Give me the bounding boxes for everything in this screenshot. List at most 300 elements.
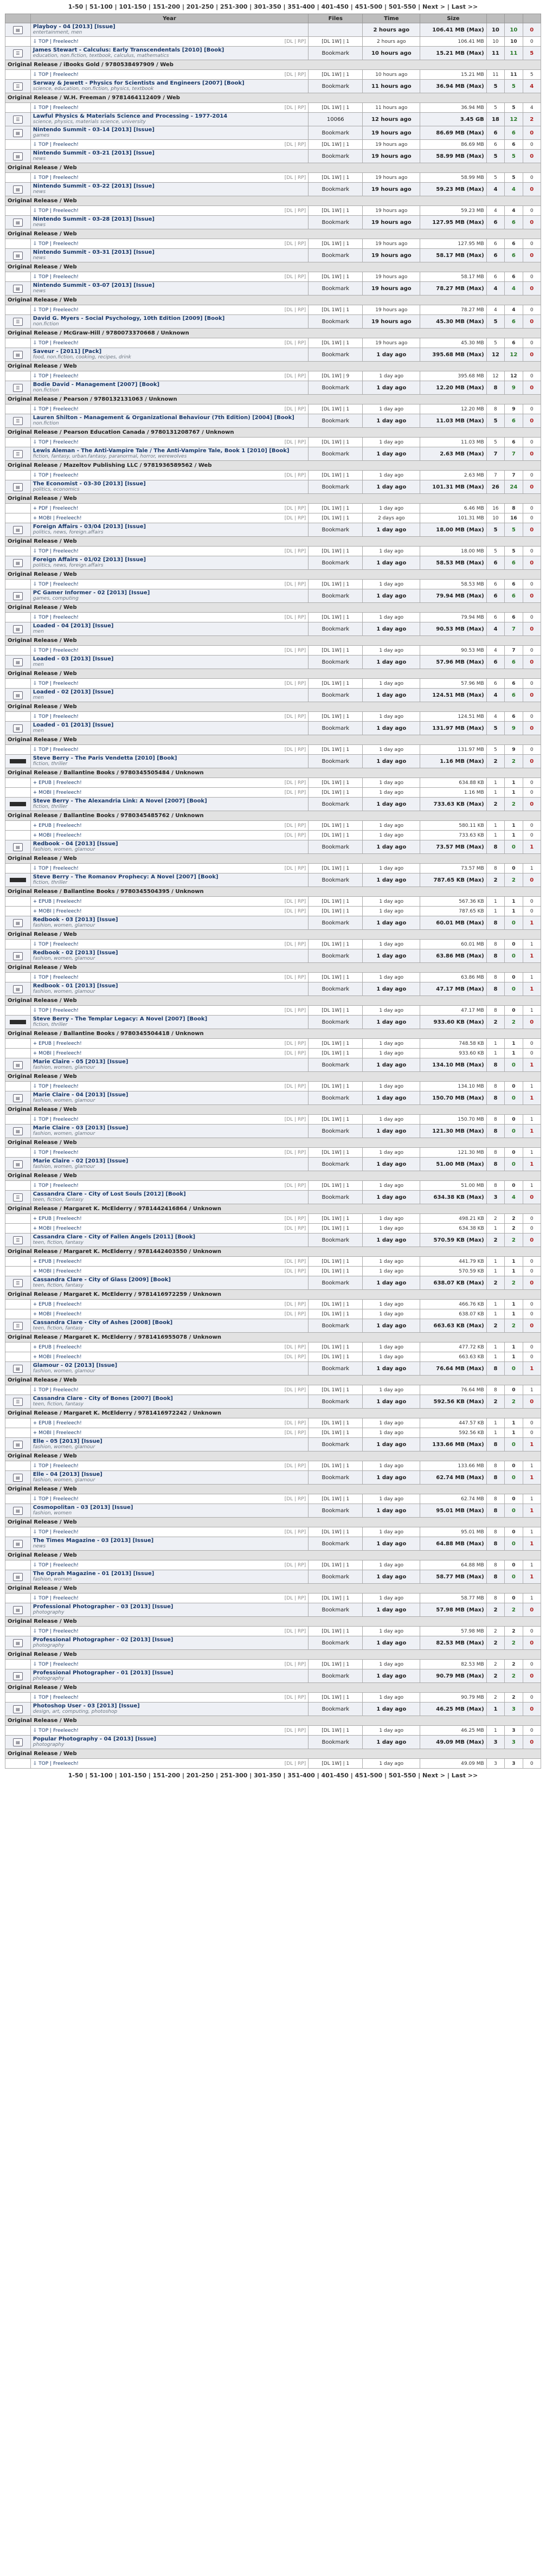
torrent-title-link[interactable]: Popular Photography - 04 [2013] [Issue] <box>33 1736 157 1742</box>
bookmark-link[interactable]: Bookmark <box>309 589 363 603</box>
release-label[interactable]: Original Release / Web <box>5 537 541 547</box>
report-link[interactable]: [DL | RP] <box>284 142 306 147</box>
bookmark-link[interactable]: Bookmark <box>309 1570 363 1584</box>
file-link[interactable] <box>30 37 308 47</box>
report-link[interactable]: [DL | RP] <box>284 1216 306 1222</box>
download-link[interactable]: ⇩ TOP | Freeleech! <box>33 1149 79 1155</box>
torrent-tags[interactable]: fashion, women, glamour <box>33 1164 95 1170</box>
report-link[interactable]: [DL | RP] <box>284 832 306 838</box>
file-link[interactable] <box>30 272 308 282</box>
torrent-tags[interactable]: fiction, thriller <box>33 804 68 810</box>
file-link[interactable] <box>30 940 308 949</box>
torrent-tags[interactable]: men <box>33 629 44 634</box>
torrent-title-link[interactable]: Playboy - 04 [2013] [Issue] <box>33 24 115 30</box>
report-link[interactable]: [DL | RP] <box>284 714 306 720</box>
report-link[interactable]: [DL | RP] <box>284 780 306 786</box>
bookmark-link[interactable]: Bookmark <box>309 1158 363 1171</box>
bookmark-link[interactable]: Bookmark <box>309 216 363 229</box>
download-link[interactable]: ⇩ TOP | Freeleech! <box>33 241 79 247</box>
file-link[interactable] <box>30 1352 308 1362</box>
release-label[interactable]: Original Release / Web <box>5 1617 541 1627</box>
report-link[interactable]: [DL | RP] <box>284 1463 306 1469</box>
report-link[interactable]: [DL | RP] <box>284 175 306 181</box>
report-link[interactable]: [DL | RP] <box>284 406 306 412</box>
torrent-tags[interactable]: fiction, fantasy, urban.fantasy, paranormal, horror, werewolves <box>33 454 187 459</box>
report-link[interactable]: [DL | RP] <box>284 1562 306 1568</box>
download-link[interactable]: + EPUB | Freeleech! <box>33 1040 82 1046</box>
bookmark-link[interactable]: Bookmark <box>309 1395 363 1409</box>
report-link[interactable]: [DL | RP] <box>284 307 306 313</box>
bookmark-link[interactable]: Bookmark <box>309 1234 363 1247</box>
torrent-tags[interactable]: fiction, thriller <box>33 1022 68 1027</box>
file-link[interactable] <box>30 613 308 622</box>
download-link[interactable]: ⇩ TOP | Freeleech! <box>33 406 79 412</box>
file-link[interactable] <box>30 1006 308 1016</box>
file-link[interactable] <box>30 1082 308 1091</box>
download-link[interactable]: ⇩ TOP | Freeleech! <box>33 175 79 181</box>
report-link[interactable]: [DL | RP] <box>284 505 306 511</box>
torrent-title-link[interactable]: Saveur - [2011] [Pack] <box>33 349 102 355</box>
file-link[interactable] <box>30 897 308 907</box>
download-link[interactable]: + EPUB | Freeleech! <box>33 1216 82 1222</box>
release-label[interactable]: Original Release / Web <box>5 930 541 940</box>
download-link[interactable]: + MOBI | Freeleech! <box>33 1268 82 1274</box>
bookmark-link[interactable]: Bookmark <box>309 1319 363 1333</box>
bookmark-link[interactable] <box>309 23 363 37</box>
file-link[interactable] <box>30 973 308 982</box>
torrent-title-link[interactable]: Foreign Affairs - 03/04 [2013] [Issue] <box>33 524 146 530</box>
bookmark-link[interactable]: Bookmark <box>309 1016 363 1029</box>
bookmark-link[interactable]: Bookmark <box>309 1537 363 1551</box>
report-link[interactable]: [DL | RP] <box>284 1225 306 1231</box>
torrent-tags[interactable]: fashion, women, glamour <box>33 923 95 928</box>
bookmark-link[interactable]: Bookmark <box>309 656 363 669</box>
download-link[interactable]: + EPUB | Freeleech! <box>33 898 82 904</box>
download-link[interactable]: ⇩ TOP | Freeleech! <box>33 340 79 346</box>
report-link[interactable]: [DL | RP] <box>284 1430 306 1436</box>
file-link[interactable] <box>30 404 308 414</box>
download-link[interactable]: + MOBI | Freeleech! <box>33 1225 82 1231</box>
bookmark-link[interactable]: Bookmark <box>309 840 363 854</box>
col-leechers[interactable] <box>523 14 541 23</box>
release-label[interactable]: Original Release / Web <box>5 1105 541 1115</box>
file-link[interactable] <box>30 788 308 798</box>
release-label[interactable]: Original Release / Web <box>5 1716 541 1726</box>
file-link[interactable] <box>30 821 308 831</box>
report-link[interactable]: [DL | RP] <box>284 865 306 871</box>
torrent-tags[interactable]: fashion, women, glamour <box>33 1131 95 1136</box>
col-files[interactable]: Files <box>309 14 363 23</box>
bookmark-link[interactable]: Bookmark <box>309 1276 363 1290</box>
download-link[interactable]: + MOBI | Freeleech! <box>33 1050 82 1056</box>
release-label[interactable]: Original Release / Mazeltov Publishing LLC / 9781936589562 / Web <box>5 461 541 471</box>
bookmark-link[interactable]: Bookmark <box>309 1636 363 1650</box>
torrent-tags[interactable]: fashion, women <box>33 1577 72 1582</box>
torrent-tags[interactable]: men <box>33 695 44 701</box>
torrent-title-link[interactable]: Nintendo Summit - 03-31 [2013] [Issue] <box>33 249 155 255</box>
report-link[interactable]: [DL | RP] <box>284 1761 306 1766</box>
release-label[interactable]: Original Release / W.H. Freeman / 9781464112409 / Web <box>5 93 541 103</box>
col-seeders[interactable] <box>505 14 523 23</box>
download-link[interactable]: + PDF | Freeleech! <box>33 505 79 511</box>
download-link[interactable]: ⇩ TOP | Freeleech! <box>33 974 79 980</box>
torrent-title-link[interactable]: Professional Photographer - 02 [2013] [Issue] <box>33 1637 174 1643</box>
report-link[interactable]: [DL | RP] <box>284 1661 306 1667</box>
torrent-tags[interactable]: news <box>33 189 46 195</box>
bookmark-link[interactable]: Bookmark <box>309 556 363 570</box>
file-link[interactable] <box>30 547 308 556</box>
torrent-tags[interactable]: politics, news, foreign.affairs <box>33 563 104 568</box>
file-link[interactable] <box>30 371 308 381</box>
download-link[interactable]: ⇩ TOP | Freeleech! <box>33 472 79 478</box>
report-link[interactable]: [DL | RP] <box>284 1595 306 1601</box>
release-label[interactable]: Original Release / Ballantine Books / 9780345504395 / Unknown <box>5 887 541 897</box>
release-label[interactable]: Original Release / Web <box>5 1376 541 1385</box>
torrent-title-link[interactable]: Bodie David - Management [2007] [Book] <box>33 382 160 388</box>
bookmark-link[interactable]: Bookmark <box>309 249 363 262</box>
torrent-title-link[interactable]: PC Gamer Informer - 02 [2013] [Issue] <box>33 590 150 596</box>
download-link[interactable]: ⇩ TOP | Freeleech! <box>33 647 79 653</box>
file-link[interactable] <box>30 70 308 80</box>
torrent-tags[interactable]: fiction, thriller <box>33 880 68 885</box>
torrent-tags[interactable]: photography <box>33 1742 65 1748</box>
torrent-title-link[interactable]: Loaded - 04 [2013] [Issue] <box>33 623 114 629</box>
report-link[interactable]: [DL | RP] <box>284 1311 306 1317</box>
report-link[interactable]: [DL | RP] <box>284 1040 306 1046</box>
bookmark-link[interactable]: Bookmark <box>309 982 363 996</box>
torrent-title-link[interactable]: Nintendo Summit - 03-21 [2013] [Issue] <box>33 150 155 156</box>
torrent-title-link[interactable]: The Oprah Magazine - 01 [2013] [Issue] <box>33 1571 155 1577</box>
file-link[interactable] <box>30 438 308 447</box>
torrent-title-link[interactable]: Photoshop User - 03 [2013] [Issue] <box>33 1703 140 1709</box>
release-label[interactable]: Original Release / Web <box>5 494 541 504</box>
torrent-tags[interactable]: fashion, women, glamour <box>33 1065 95 1070</box>
file-link[interactable] <box>30 1693 308 1703</box>
release-label[interactable]: Original Release / Web <box>5 362 541 371</box>
torrent-title-link[interactable]: Redbook - 03 [2013] [Issue] <box>33 917 118 923</box>
torrent-tags[interactable]: non.fiction <box>33 421 59 426</box>
torrent-tags[interactable]: education, non.fiction, textbook, calculus, mathematics <box>33 53 169 59</box>
bookmark-link[interactable]: Bookmark <box>309 1058 363 1072</box>
bookmark-link[interactable]: Bookmark <box>309 315 363 329</box>
download-link[interactable]: ⇩ TOP | Freeleech! <box>33 1761 79 1766</box>
file-link[interactable] <box>30 173 308 183</box>
bookmark-link[interactable]: Bookmark <box>309 1191 363 1204</box>
pagination-top[interactable]: 1-50 | 51-100 | 101-150 | 151-200 | 201-250 | 251-300 | 301-350 | 351-400 | 401-450 | 451-500 | 501-550 | Next > | Last >> <box>68 3 478 10</box>
file-link[interactable] <box>30 907 308 916</box>
torrent-tags[interactable]: science, physics, materials science, university <box>33 119 146 125</box>
release-label[interactable]: Original Release / Web <box>5 1518 541 1527</box>
release-label[interactable]: Original Release / iBooks Gold / 9780538497909 / Web <box>5 60 541 70</box>
download-link[interactable]: ⇩ TOP | Freeleech! <box>33 581 79 587</box>
torrent-tags[interactable]: non.fiction <box>33 322 59 327</box>
release-label[interactable]: Original Release / Web <box>5 1072 541 1082</box>
download-link[interactable]: ⇩ TOP | Freeleech! <box>33 1116 79 1122</box>
torrent-tags[interactable]: fashion, women, glamour <box>33 989 95 994</box>
torrent-title-link[interactable]: Marie Claire - 04 [2013] [Issue] <box>33 1092 129 1098</box>
report-link[interactable]: [DL | RP] <box>284 105 306 111</box>
torrent-title-link[interactable]: Nintendo Summit - 03-14 [2013] [Issue] <box>33 127 155 133</box>
download-link[interactable]: ⇩ TOP | Freeleech! <box>33 1694 79 1700</box>
bookmark-link[interactable]: Bookmark <box>309 1603 363 1617</box>
torrent-title-link[interactable]: Elle - 05 [2013] [Issue] <box>33 1438 102 1444</box>
report-link[interactable]: [DL | RP] <box>284 974 306 980</box>
torrent-tags[interactable]: politics, news, foreign.affairs <box>33 530 104 535</box>
torrent-tags[interactable]: design, art, computing, photoshop <box>33 1709 118 1714</box>
torrent-title-link[interactable]: Cassandra Clare - City of Ashes [2008] [Book] <box>33 1320 173 1326</box>
torrent-tags[interactable]: fashion, women, glamour <box>33 1369 95 1374</box>
torrent-title-link[interactable]: Foreign Affairs - 01/02 [2013] [Issue] <box>33 557 146 563</box>
download-link[interactable]: ⇩ TOP | Freeleech! <box>33 105 79 111</box>
download-link[interactable]: ⇩ TOP | Freeleech! <box>33 439 79 445</box>
col-size[interactable]: Size <box>420 14 487 23</box>
report-link[interactable]: [DL | RP] <box>284 515 306 521</box>
file-link[interactable] <box>30 338 308 348</box>
download-link[interactable]: ⇩ TOP | Freeleech! <box>33 1562 79 1568</box>
torrent-title-link[interactable]: Glamour - 02 [2013] [Issue] <box>33 1363 118 1369</box>
torrent-title-link[interactable]: Marie Claire - 03 [2013] [Issue] <box>33 1125 129 1131</box>
download-link[interactable]: ⇩ TOP | Freeleech! <box>33 1529 79 1535</box>
download-link[interactable]: ⇩ TOP | Freeleech! <box>33 614 79 620</box>
download-link[interactable]: ⇩ TOP | Freeleech! <box>33 1661 79 1667</box>
download-link[interactable]: + MOBI | Freeleech! <box>33 1311 82 1317</box>
report-link[interactable]: [DL | RP] <box>284 581 306 587</box>
file-link[interactable] <box>30 1660 308 1669</box>
report-link[interactable]: [DL | RP] <box>284 1694 306 1700</box>
file-link[interactable] <box>30 580 308 589</box>
torrent-tags[interactable]: news <box>33 255 46 261</box>
torrent-title-link[interactable]: Lauren Shilton - Management & Organizational Behaviour (7th Edition) [2004] [Book] <box>33 415 294 421</box>
torrent-tags[interactable]: fashion, women, glamour <box>33 847 95 852</box>
file-link[interactable] <box>30 1342 308 1352</box>
file-link[interactable] <box>30 1594 308 1603</box>
file-link[interactable] <box>30 1257 308 1267</box>
report-link[interactable]: [DL | RP] <box>284 941 306 947</box>
release-label[interactable]: Original Release / Pearson / 9780132131063 / Unknown <box>5 395 541 404</box>
pagination-bottom[interactable]: 1-50 | 51-100 | 101-150 | 151-200 | 201-250 | 251-300 | 301-350 | 351-400 | 401-450 | 451-500 | 501-550 | Next > | Last >> <box>68 1772 478 1779</box>
report-link[interactable]: [DL | RP] <box>284 908 306 914</box>
torrent-tags[interactable]: politics, economics <box>33 487 80 492</box>
report-link[interactable]: [DL | RP] <box>284 1083 306 1089</box>
torrent-tags[interactable]: news <box>33 288 46 294</box>
release-label[interactable]: Original Release / Web <box>5 1551 541 1560</box>
torrent-title-link[interactable]: Redbook - 01 [2013] [Issue] <box>33 983 118 989</box>
torrent-tags[interactable]: photography <box>33 1643 65 1648</box>
download-link[interactable]: ⇩ TOP | Freeleech! <box>33 307 79 313</box>
torrent-title-link[interactable]: Nintendo Summit - 03-22 [2013] [Issue] <box>33 183 155 189</box>
report-link[interactable]: [DL | RP] <box>284 614 306 620</box>
report-link[interactable]: [DL | RP] <box>284 1628 306 1634</box>
download-link[interactable]: ⇩ TOP | Freeleech! <box>33 1183 79 1189</box>
torrent-tags[interactable]: teen, fiction, fantasy <box>33 1197 83 1203</box>
bookmark-link[interactable]: Bookmark <box>309 1703 363 1716</box>
release-label[interactable]: Original Release / Web <box>5 1171 541 1181</box>
file-link[interactable] <box>30 1494 308 1504</box>
torrent-tags[interactable]: fashion, women, glamour <box>33 956 95 961</box>
release-label[interactable]: Original Release / Margaret K. McElderry / 9781442403550 / Unknown <box>5 1247 541 1257</box>
torrent-tags[interactable]: fashion, women, glamour <box>33 1477 95 1483</box>
report-link[interactable]: [DL | RP] <box>284 274 306 280</box>
release-label[interactable]: Original Release / Web <box>5 1584 541 1594</box>
bookmark-link[interactable]: Bookmark <box>309 150 363 163</box>
torrent-title-link[interactable]: Loaded - 02 [2013] [Issue] <box>33 689 114 695</box>
torrent-tags[interactable]: men <box>33 728 44 734</box>
report-link[interactable]: [DL | RP] <box>284 747 306 753</box>
download-link[interactable]: + EPUB | Freeleech! <box>33 1420 82 1426</box>
file-link[interactable] <box>30 140 308 150</box>
torrent-tags[interactable]: men <box>33 662 44 667</box>
bookmark-link[interactable]: Bookmark <box>309 1669 363 1683</box>
file-link[interactable] <box>30 1049 308 1058</box>
torrent-title-link[interactable]: James Stewart - Calculus: Early Transcendentals [2010] [Book] <box>33 47 224 53</box>
download-link[interactable]: ⇩ TOP | Freeleech! <box>33 1083 79 1089</box>
bookmark-link[interactable]: Bookmark <box>309 1736 363 1749</box>
release-label[interactable]: Original Release / Web <box>5 1451 541 1461</box>
download-link[interactable]: + EPUB | Freeleech! <box>33 1344 82 1350</box>
download-link[interactable]: + MOBI | Freeleech! <box>33 1430 82 1436</box>
file-link[interactable] <box>30 471 308 480</box>
release-label[interactable]: Original Release / Web <box>5 295 541 305</box>
bookmark-link[interactable]: Bookmark <box>309 80 363 93</box>
report-link[interactable]: [DL | RP] <box>284 340 306 346</box>
bookmark-link[interactable]: Bookmark <box>309 282 363 295</box>
download-link[interactable]: ⇩ TOP | Freeleech! <box>33 274 79 280</box>
release-label[interactable]: Original Release / Web <box>5 702 541 712</box>
report-link[interactable]: [DL | RP] <box>284 647 306 653</box>
release-label[interactable]: Original Release / Web <box>5 603 541 613</box>
release-label[interactable]: Original Release / Web <box>5 963 541 973</box>
report-link[interactable]: [DL | RP] <box>284 38 306 44</box>
torrent-tags[interactable]: fiction, thriller <box>33 761 68 767</box>
report-link[interactable]: [DL | RP] <box>284 1344 306 1350</box>
torrent-tags[interactable]: teen, fiction, fantasy <box>33 1283 83 1288</box>
report-link[interactable]: [DL | RP] <box>284 548 306 554</box>
release-label[interactable]: Original Release / McGraw-Hill / 9780073370668 / Unknown <box>5 329 541 338</box>
torrent-title-link[interactable]: Loaded - 01 [2013] [Issue] <box>33 722 114 728</box>
torrent-tags[interactable]: photography <box>33 1610 65 1615</box>
release-label[interactable]: Original Release / Web <box>5 996 541 1006</box>
bookmark-link[interactable]: Bookmark <box>309 1125 363 1138</box>
release-label[interactable]: Original Release / Web <box>5 196 541 206</box>
file-link[interactable] <box>30 712 308 722</box>
report-link[interactable]: [DL | RP] <box>284 1258 306 1264</box>
download-link[interactable]: ⇩ TOP | Freeleech! <box>33 208 79 214</box>
torrent-tags[interactable]: teen, fiction, fantasy <box>33 1326 83 1331</box>
bookmark-link[interactable]: Bookmark <box>309 1362 363 1376</box>
report-link[interactable]: [DL | RP] <box>284 1529 306 1535</box>
release-label[interactable]: Original Release / Pearson Education Canada / 9780131208767 / Unknown <box>5 428 541 438</box>
torrent-title-link[interactable]: Professional Photographer - 01 [2013] [Issue] <box>33 1670 174 1676</box>
download-link[interactable]: + MOBI | Freeleech! <box>33 1354 82 1360</box>
torrent-tags[interactable]: food, non.fiction, cooking, recipes, drink <box>33 355 131 360</box>
file-link[interactable] <box>30 831 308 840</box>
torrent-title-link[interactable]: Loaded - 03 [2013] [Issue] <box>33 656 114 662</box>
download-link[interactable]: ⇩ TOP | Freeleech! <box>33 1387 79 1393</box>
torrent-tags[interactable]: games, computing <box>33 596 79 601</box>
file-link[interactable] <box>30 1214 308 1224</box>
torrent-tags[interactable]: news <box>33 222 46 228</box>
report-link[interactable]: [DL | RP] <box>284 1183 306 1189</box>
release-label[interactable]: Original Release / Web <box>5 1485 541 1494</box>
torrent-title-link[interactable]: Steve Berry - The Templar Legacy: A Novel [2007] [Book] <box>33 1016 208 1022</box>
release-label[interactable]: Original Release / Web <box>5 1683 541 1693</box>
torrent-title-link[interactable]: Steve Berry - The Paris Vendetta [2010] [Book] <box>33 755 177 761</box>
download-link[interactable]: + EPUB | Freeleech! <box>33 823 82 828</box>
release-label[interactable]: Original Release / Web <box>5 570 541 580</box>
report-link[interactable]: [DL | RP] <box>284 680 306 686</box>
torrent-title-link[interactable]: Marie Claire - 05 [2013] [Issue] <box>33 1059 129 1065</box>
download-link[interactable]: ⇩ TOP | Freeleech! <box>33 142 79 147</box>
torrent-tags[interactable]: fashion, women <box>33 1511 72 1516</box>
file-link[interactable] <box>30 1148 308 1158</box>
report-link[interactable]: [DL | RP] <box>284 1050 306 1056</box>
bookmark-link[interactable]: Bookmark <box>309 47 363 60</box>
torrent-tags[interactable]: photography <box>33 1676 65 1681</box>
file-link[interactable] <box>30 1560 308 1570</box>
bookmark-link[interactable]: Bookmark <box>309 480 363 494</box>
torrent-title-link[interactable]: Cassandra Clare - City of Glass [2009] [Book] <box>33 1277 171 1283</box>
report-link[interactable]: [DL | RP] <box>284 1420 306 1426</box>
torrent-title-link[interactable]: The Economist - 03-30 [2013] [Issue] <box>33 481 146 487</box>
col-year[interactable]: Year <box>30 14 308 23</box>
torrent-title-link[interactable]: Professional Photographer - 03 [2013] [Issue] <box>33 1604 174 1610</box>
bookmark-link[interactable]: Bookmark <box>309 873 363 887</box>
report-link[interactable]: [DL | RP] <box>284 789 306 795</box>
file-link[interactable] <box>30 103 308 113</box>
torrent-title-link[interactable]: Marie Claire - 02 [2013] [Issue] <box>33 1158 129 1164</box>
bookmark-link[interactable]: Bookmark <box>309 1471 363 1485</box>
download-link[interactable]: ⇩ TOP | Freeleech! <box>33 72 79 78</box>
bookmark-link[interactable]: Bookmark <box>309 689 363 702</box>
download-link[interactable]: ⇩ TOP | Freeleech! <box>33 865 79 871</box>
download-link[interactable]: + MOBI | Freeleech! <box>33 515 82 521</box>
download-link[interactable]: + MOBI | Freeleech! <box>33 789 82 795</box>
torrent-title-link[interactable]: Cassandra Clare - City of Lost Souls [2012] [Book] <box>33 1191 186 1197</box>
report-link[interactable]: [DL | RP] <box>284 208 306 214</box>
download-link[interactable]: ⇩ TOP | Freeleech! <box>33 1628 79 1634</box>
file-link[interactable] <box>30 1527 308 1537</box>
file-link[interactable] <box>30 305 308 315</box>
report-link[interactable]: [DL | RP] <box>284 439 306 445</box>
file-link[interactable] <box>30 1039 308 1049</box>
torrent-title-link[interactable]: Nintendo Summit - 03-07 [2013] [Issue] <box>33 282 155 288</box>
release-label[interactable]: Original Release / Web <box>5 669 541 679</box>
download-link[interactable]: ⇩ TOP | Freeleech! <box>33 714 79 720</box>
col-time[interactable]: Time <box>363 14 420 23</box>
bookmark-link[interactable]: Bookmark <box>309 755 363 768</box>
bookmark-link[interactable]: Bookmark <box>309 381 363 395</box>
file-link[interactable] <box>30 778 308 788</box>
bookmark-link[interactable]: Bookmark <box>309 126 363 140</box>
report-link[interactable]: [DL | RP] <box>284 1007 306 1013</box>
report-link[interactable]: [DL | RP] <box>284 1387 306 1393</box>
file-link[interactable] <box>30 1115 308 1125</box>
release-label[interactable]: Original Release / Ballantine Books / 9780345504418 / Unknown <box>5 1029 541 1039</box>
file-link[interactable] <box>30 239 308 249</box>
download-link[interactable]: ⇩ TOP | Freeleech! <box>33 548 79 554</box>
download-link[interactable]: ⇩ TOP | Freeleech! <box>33 941 79 947</box>
bookmark-link[interactable]: Bookmark <box>309 949 363 963</box>
bookmark-link[interactable]: Bookmark <box>309 916 363 930</box>
file-link[interactable] <box>30 1461 308 1471</box>
bookmark-link[interactable]: Bookmark <box>309 1504 363 1518</box>
file-link[interactable] <box>30 679 308 689</box>
release-label[interactable]: Original Release / Margaret K. McElderry / 9781442416864 / Unknown <box>5 1204 541 1214</box>
release-label[interactable]: Original Release / Margaret K. McElderry / 9781416955078 / Unknown <box>5 1333 541 1342</box>
torrent-title-link[interactable]: Elle - 04 [2013] [Issue] <box>33 1472 102 1477</box>
torrent-tags[interactable]: non.fiction <box>33 388 59 393</box>
bookmark-link[interactable]: Bookmark <box>309 722 363 735</box>
